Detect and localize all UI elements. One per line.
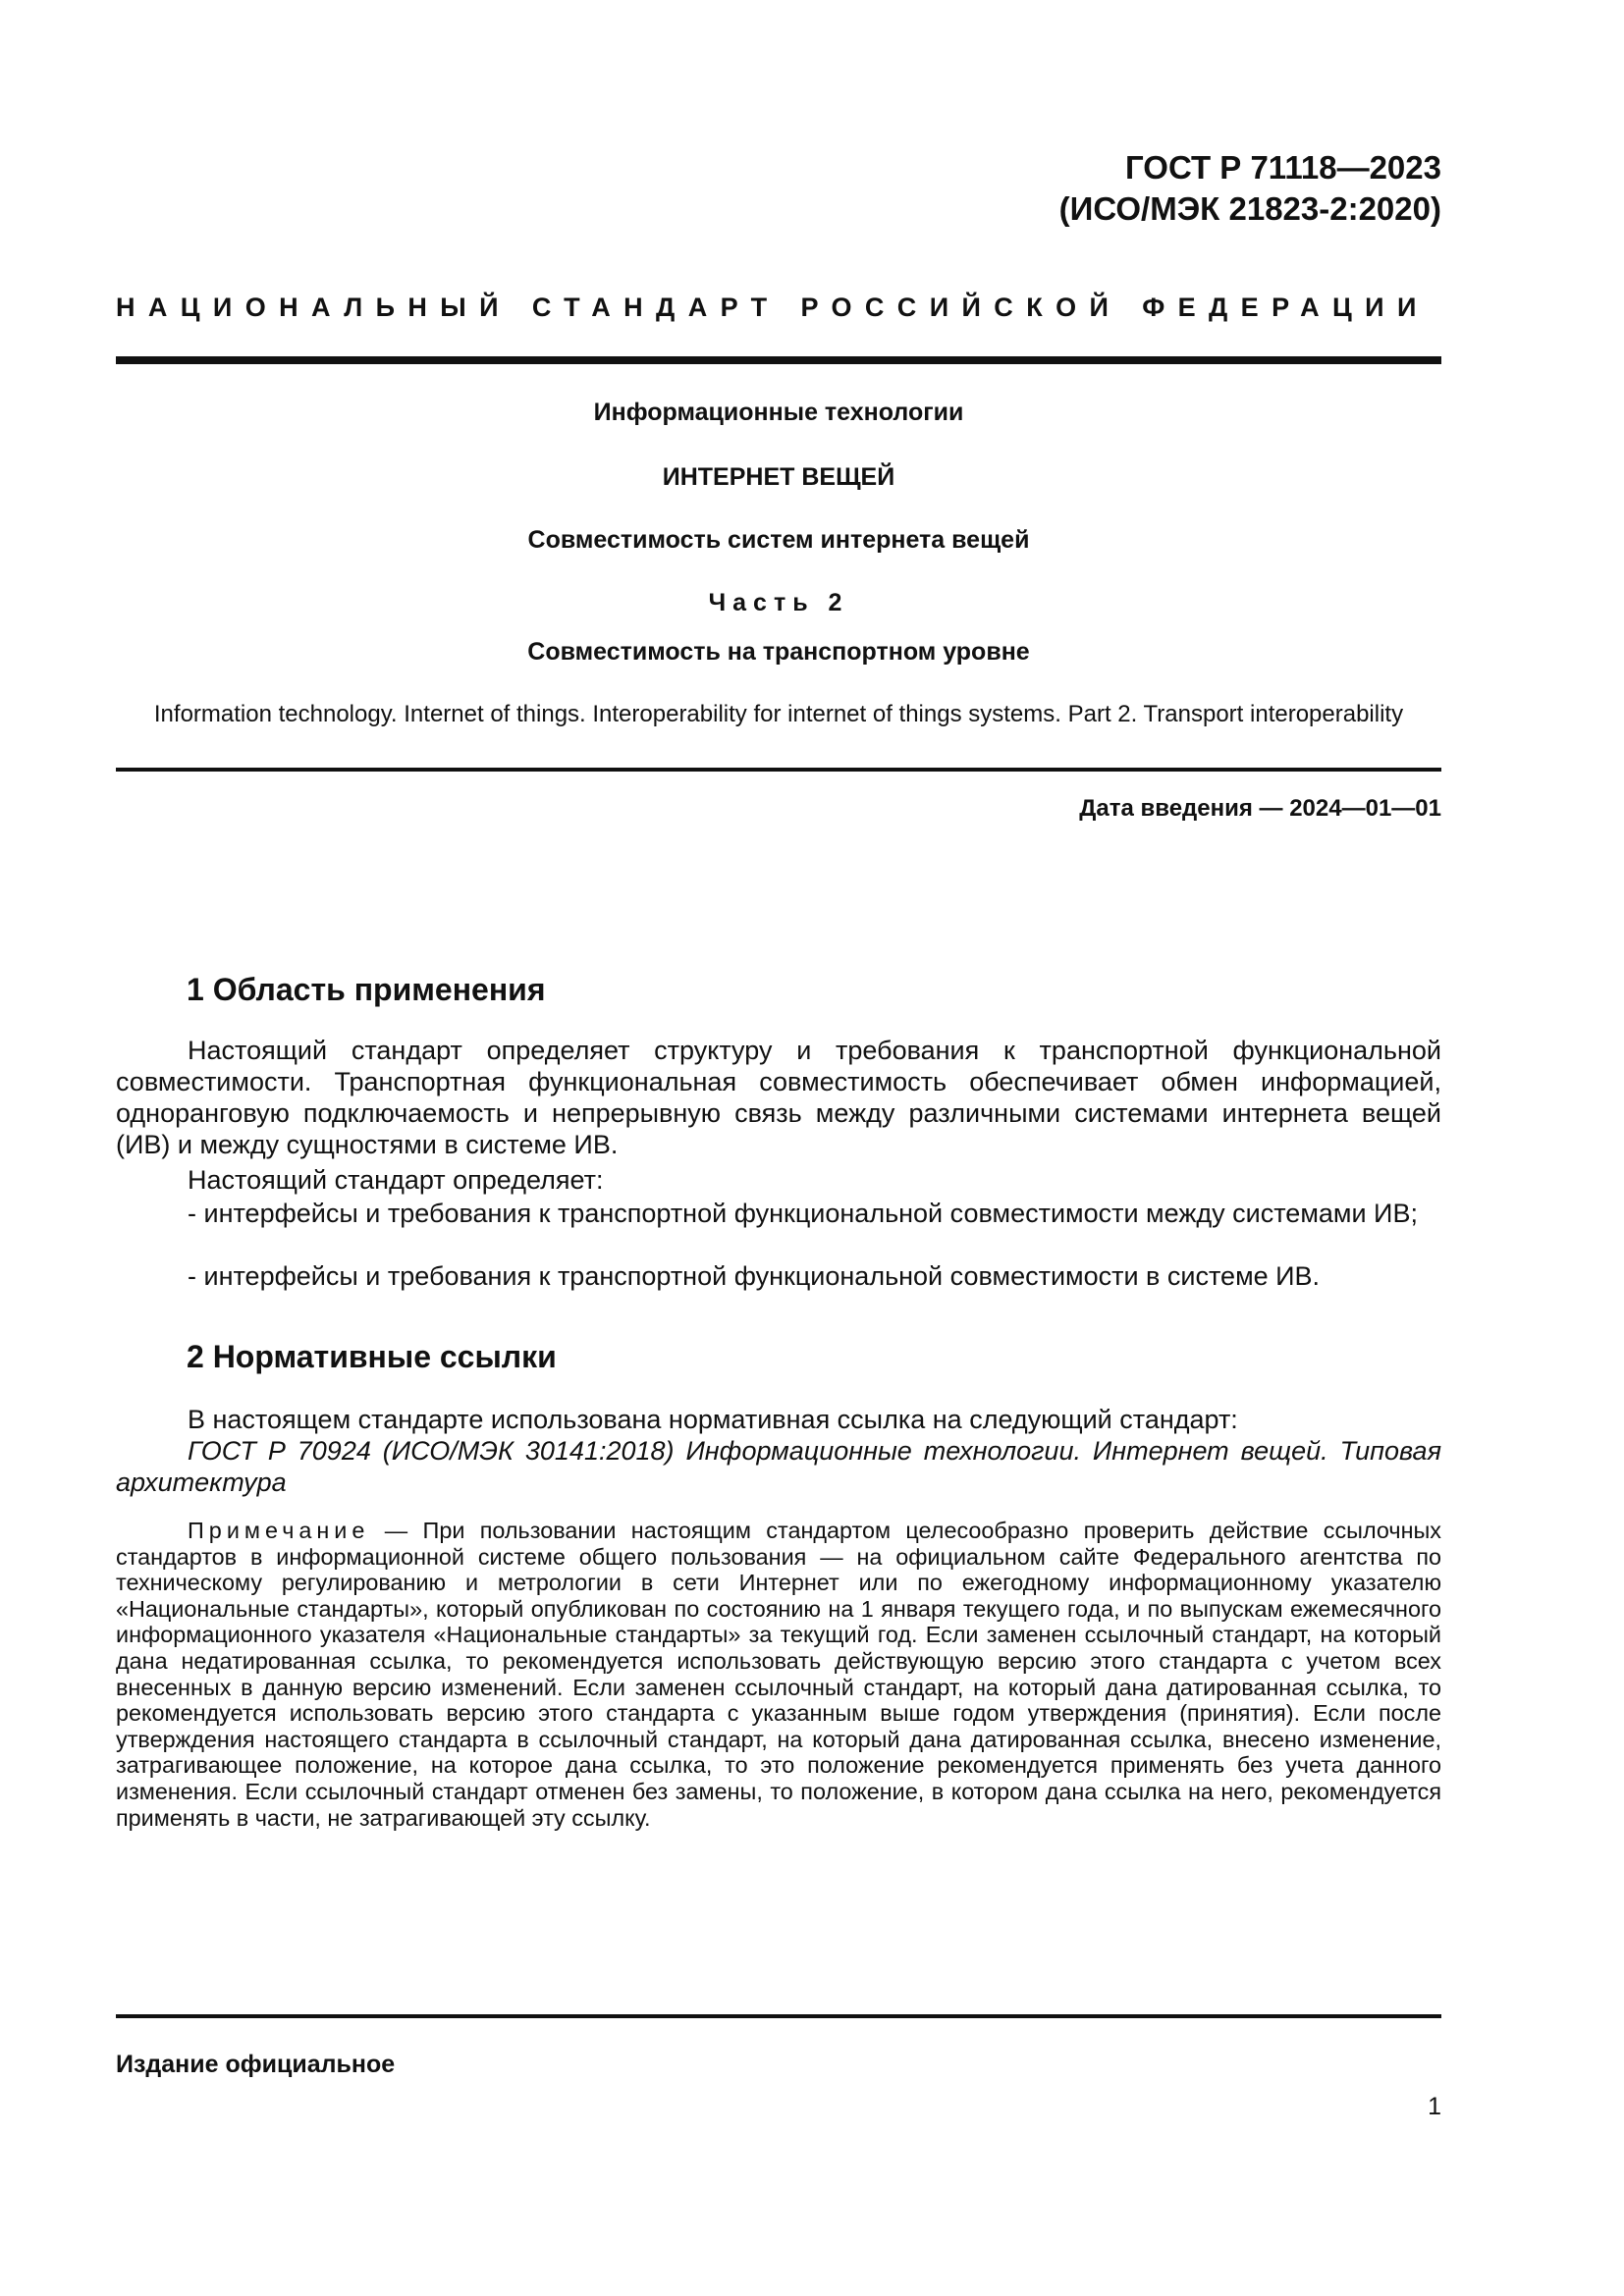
note-text: — При пользовании настоящим стандартом целесообразно проверить действие ссылочных стандартов в информационной системе общего пользования — на официальном сайте Федерального агентства по техническому регулированию и метрологии в сети Интернет или по ежегодному информационному указателю «Национальные стандарты», который опубликован по состоянию на 1 января текущего года, и по выпускам ежемесячного информационного указателя «Национальные стандарты» за текущий год. Если заменен ссылочный стандарт, на который дана недатированная ссылка, то рекомендуется использовать действующую версию этого стандарта с учетом всех внесенных в данную версию изменений. Если заменен ссылочный стандарт, на который дана датированная ссылка, то рекомендуется использовать версию этого стандарта с указанным выше годом утверждения (принятия). Если после утверждения настоящего стандарта в ссылочный стандарт, на который дана датированная ссылка, внесено изменение, затрагивающее положение, на которое дана ссылка, то это положение рекомендуется применять без учета данного изменения. Если ссылочный стандарт отменен без замены, то положение, в котором дана ссылка на него, рекомендуется применять в части, не затрагивающей эту ссылку. — [116, 1518, 1441, 1831]
title-part: Часть 2 — [708, 589, 849, 616]
footer-divider — [116, 2014, 1441, 2018]
section-1-list-intro: Настоящий стандарт определяет: — [188, 1165, 604, 1195]
title-line-3: Совместимость систем интернета вещей — [527, 526, 1030, 554]
header-divider — [116, 356, 1441, 364]
normative-reference: ГОСТ Р 70924 (ИСО/МЭК 30141:2018) Информационные технологии. Интернет вещей. Типовая архитектура — [116, 1436, 1441, 1497]
section-1-paragraph: Настоящий стандарт определяет структуру и требования к транспортной функциональной совместимости. Транспортная функциональная совместимость обеспечивает обмен информацией, одноранговую подключаемость и непрерывную связь между различными системами интернета вещей (ИВ) и между сущностями в системе ИВ. — [116, 1036, 1441, 1159]
official-edition-label: Издание официальное — [116, 2051, 396, 2078]
note-label: Примечание — [188, 1518, 370, 1543]
section-2-paragraph: В настоящем стандарте использована нормативная ссылка на следующий стандарт: — [188, 1405, 1238, 1434]
gost-number: ГОСТ Р 71118—2023 — [1125, 149, 1441, 186]
section-1-heading: 1 Область применения — [187, 972, 546, 1007]
list-item: - интерфейсы и требования к транспортной функциональной совместимости в системе ИВ. — [188, 1261, 1321, 1291]
note-block — [116, 1518, 1441, 1831]
english-title: Information technology. Internet of things. Interoperability for internet of things systems. Part 2. Transport interoperability — [153, 701, 1404, 727]
title-divider — [116, 768, 1441, 772]
introduction-date: Дата введения — 2024—01—01 — [1079, 795, 1441, 822]
title-line-4: Совместимость на транспортном уровне — [527, 638, 1030, 666]
iso-number: (ИСО/МЭК 21823-2:2020) — [1058, 190, 1441, 227]
title-line-2: ИНТЕРНЕТ ВЕЩЕЙ — [662, 463, 895, 491]
document-code-block — [982, 147, 1441, 230]
list-item: - интерфейсы и требования к транспортной функциональной совместимости между системами ИВ; — [188, 1199, 1418, 1228]
title-line-1: Информационные технологии — [593, 399, 964, 426]
page-number: 1 — [1428, 2093, 1441, 2120]
section-2-heading: 2 Нормативные ссылки — [187, 1339, 557, 1374]
national-standard-heading: НАЦИОНАЛЬНЫЙ СТАНДАРТ РОССИЙСКОЙ ФЕДЕРАЦИИ — [116, 293, 1430, 322]
